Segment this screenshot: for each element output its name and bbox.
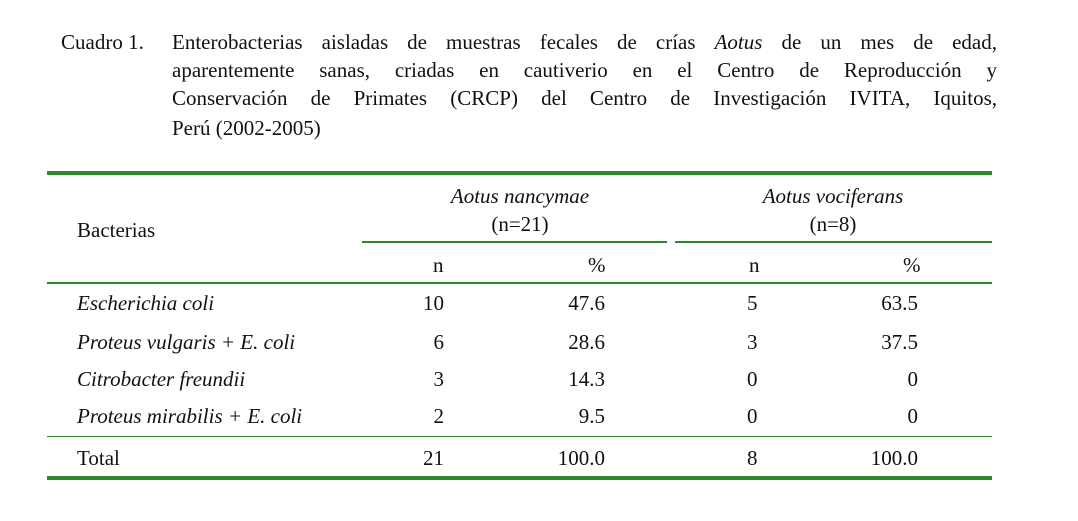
row-4-n-vociferans: 0 [747,404,758,428]
row-name-2: Proteus vulgaris + E. coli [77,330,296,354]
row-3-pct-vociferans: 0 [907,367,918,391]
caption-line-1: Enterobacterias aisladas de muestras fecales de crías Aotus de un mes de edad, [172,30,997,54]
row-2-pct-nancymae: 28.6 [568,330,605,354]
row-header-bacterias: Bacterias [77,218,156,242]
row-4-pct-nancymae: 9.5 [578,404,605,428]
total-n-vociferans: 8 [747,446,758,470]
group-rule-nancymae [362,241,667,243]
caption-label: Cuadro 1. [61,30,144,54]
group-sample-nancymae: (n=21) [491,212,549,236]
row-name-3: Citrobacter freundii [77,367,246,391]
caption-text [172,28,997,142]
row-name-1: Escherichia coli [77,291,215,315]
group-species-nancymae: Aotus nancymae [450,184,590,208]
row-name-4: Proteus mirabilis + E. coli [77,404,303,428]
group-sample-vociferans: (n=8) [809,212,857,236]
caption-genus: Aotus [714,30,763,54]
row-3-n-nancymae: 3 [433,367,444,391]
table-top-rule [47,171,992,175]
total-pct-vociferans: 100.0 [870,446,918,470]
row-4-n-nancymae: 2 [433,404,444,428]
row-4-pct-vociferans: 0 [907,404,918,428]
caption-line-3: Conservación de Primates (CRCP) del Centro de Investigación IVITA, Iquitos, [172,86,997,110]
total-rule [47,436,992,437]
row-2-pct-vociferans: 37.5 [881,330,918,354]
subheader-n-vociferans: n [749,253,760,277]
row-1-n-vociferans: 5 [747,291,758,315]
table-bottom-rule [47,476,992,480]
total-n-nancymae: 21 [423,446,444,470]
row-3-n-vociferans: 0 [747,367,758,391]
row-1-pct-vociferans: 63.5 [881,291,918,315]
total-label: Total [77,446,120,470]
row-2-n-nancymae: 6 [433,330,444,354]
row-3-pct-nancymae: 14.3 [568,367,605,391]
caption-line-2: aparentemente sanas, criadas en cautiverio en el Centro de Reproducción y [172,58,997,82]
row-1-pct-nancymae: 47.6 [568,291,605,315]
row-2-n-vociferans: 3 [747,330,758,354]
caption-line-4: Perú (2002-2005) [172,116,321,140]
group-rule-vociferans [675,241,992,243]
total-pct-nancymae: 100.0 [557,446,605,470]
subheader-pct-vociferans: % [903,253,921,277]
subheader-n-nancymae: n [433,253,444,277]
group-species-vociferans: Aotus vociferans [762,184,904,208]
subheader-pct-nancymae: % [588,253,606,277]
header-bottom-rule [47,282,992,284]
row-1-n-nancymae: 10 [423,291,444,315]
